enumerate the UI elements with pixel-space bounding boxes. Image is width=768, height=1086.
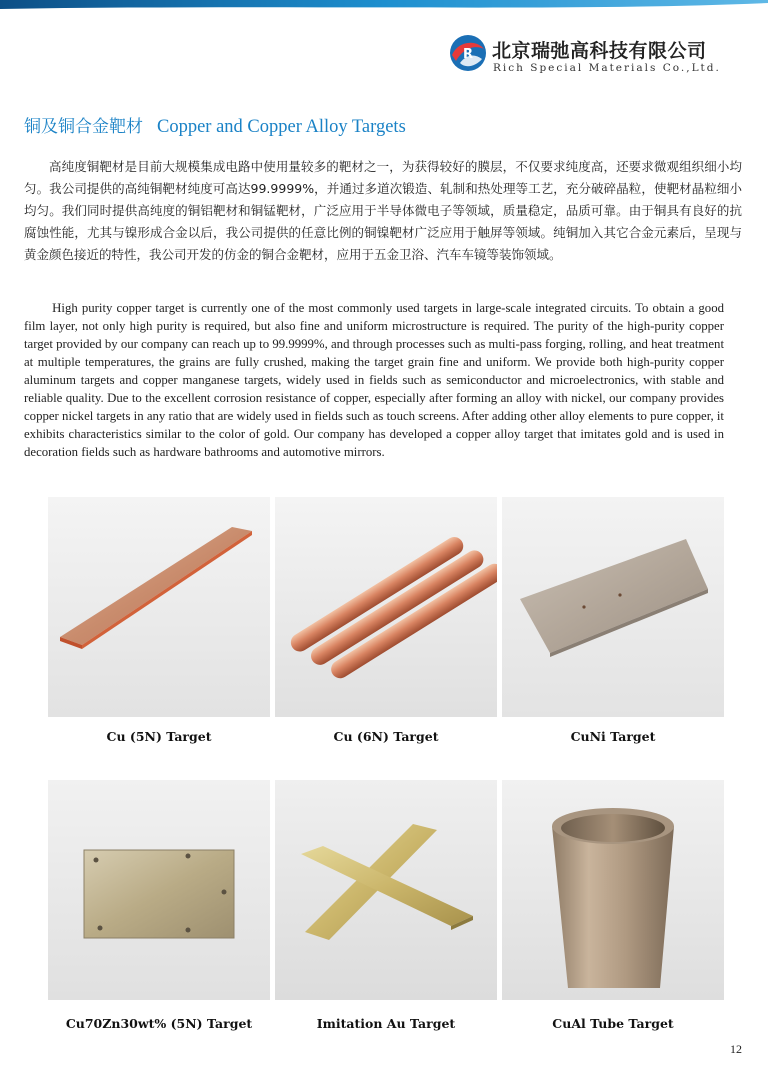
product-caption: Cu70Zn30wt% (5N) Target xyxy=(65,1016,253,1031)
company-name-en: Rich Special Materials Co.,Ltd. xyxy=(493,62,721,74)
product-photo-brass-plate xyxy=(48,780,270,1000)
page-number: 12 xyxy=(730,1042,742,1056)
product-caption: Cu (6N) Target xyxy=(333,729,439,744)
rs-logo-icon xyxy=(448,33,488,73)
product-photo-cual-tube xyxy=(502,780,724,1000)
product-photo-gold-strips xyxy=(275,780,497,1000)
product-caption: CuAl Tube Target xyxy=(552,1016,674,1031)
product-photo-cuni-plate xyxy=(502,497,724,717)
product-caption: Cu (5N) Target xyxy=(106,729,212,744)
intro-paragraph-cn: 高纯度铜靶材是目前大规模集成电路中使用量较多的靶材之一，为获得较好的膜层，不仅要求纯度高，还要求微观组织细小均匀。我公司提供的高纯铜靶材纯度可高达99.9999%，并通过多道次锻造、轧制和热处理等工艺，充分破碎晶粒，使靶材晶粒细小均匀。我们同时提供高纯度的铜铝靶材和铜锰靶材，广泛应用于半导体微电子等领域，质量稳定，品质可靠。由于铜具有良好的抗腐蚀性能，尤其与镍形成合金以后，我公司提供的任意比例的铜镍靶材广泛应用于触屏等领域。纯铜加入其它合金元素后，呈现与黄金颜色接近的特性，我公司开发的仿金的铜合金靶材，应用于五金卫浴、汽车车镜等装饰领域。 xyxy=(24,159,742,262)
svg-text:R: R xyxy=(462,47,474,62)
company-name-cn: 北京瑞弛高科技有限公司 xyxy=(492,40,707,62)
product-caption: Imitation Au Target xyxy=(316,1016,456,1031)
intro-paragraph-en: High purity copper target is currently one of the most commonly used targets in large-scale integrated circuits. To obtain a good film layer, not only high purity is required, but also fine and uniform microstructure is required. The purity of the high-purity copper target provided by our company can reach up to 99.9999%, and through processes such as multi-pass forging, rolling, and heat treatment at multiple temperatures, the grains are fully crushed, making the target grain fine and uniform. We provide both high-purity copper aluminum targets and copper manganese targets, widely used in fields such as semiconductor and microelectronics, with stable and reliable quality. Due to the excellent corrosion resistance of copper, especially after forming an alloy with nickel, our company provides copper nickel targets in any ratio that are widely used in fields such as touch screens. After adding other alloy elements to pure copper, it exhibits characteristics similar to the color of gold. Our company has developed a copper alloy target that imitates gold and is used in decoration fields such as hardware bathrooms and automotive mirrors. xyxy=(24,301,724,459)
product-caption: CuNi Target xyxy=(570,729,656,744)
product-photo-copper-plate xyxy=(48,497,270,717)
section-title-cn: 铜及铜合金靶材 xyxy=(24,117,143,137)
top-decorative-band xyxy=(0,0,768,12)
section-title-en: Copper and Copper Alloy Targets xyxy=(157,117,406,137)
section-title xyxy=(24,112,406,138)
product-photo-copper-rods xyxy=(275,497,497,717)
